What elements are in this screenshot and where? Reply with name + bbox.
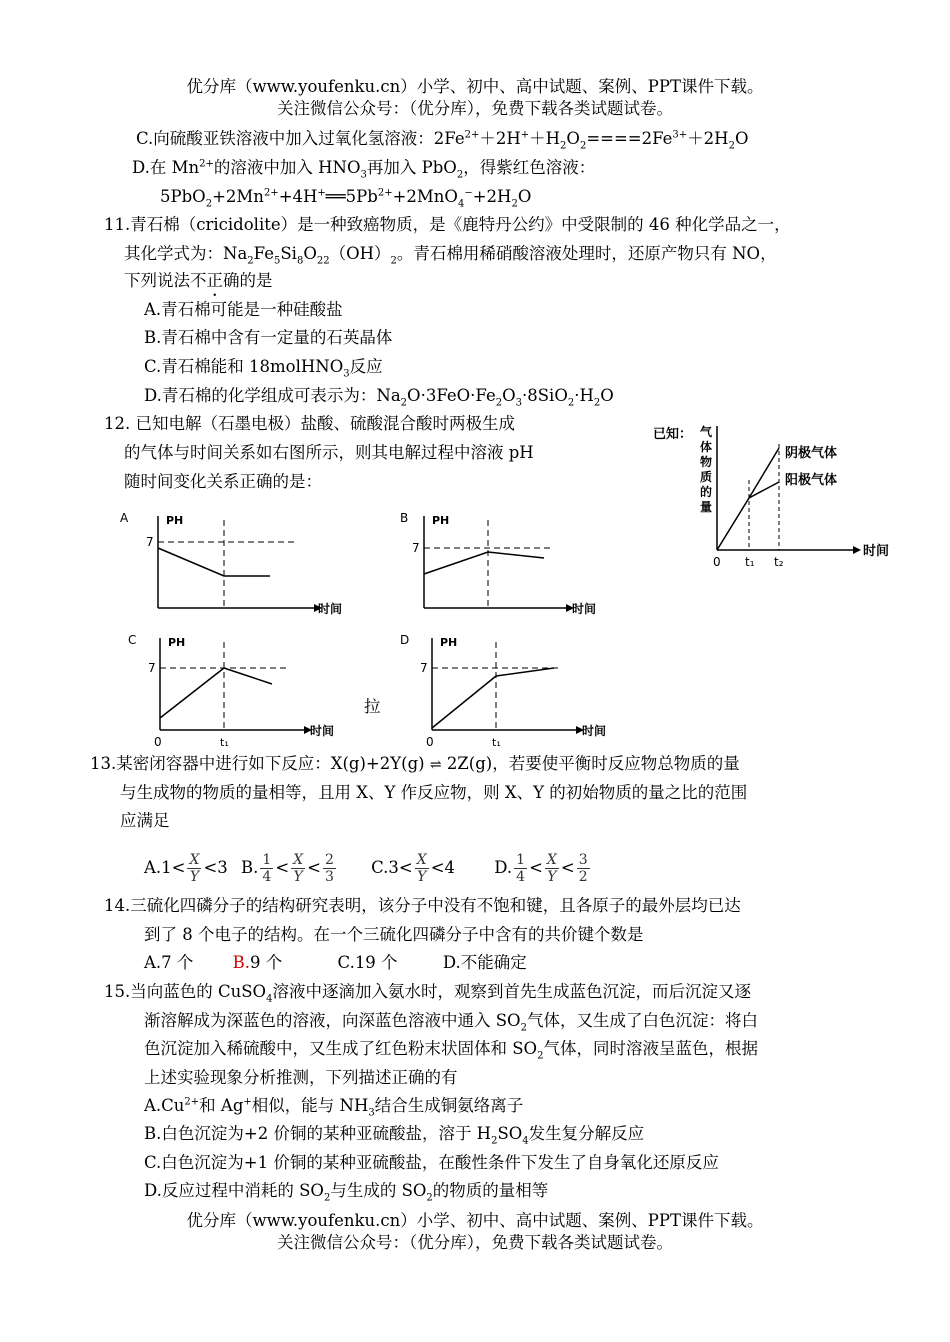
q15-option-a: $A.Cu^{2+}$和 Ag+相似，能与 $NH_3$结合生成铜氨络离子 xyxy=(144,1096,524,1119)
q13-options xyxy=(144,852,592,885)
chart-y7-label: 7 xyxy=(412,541,420,555)
chart-ph-curve xyxy=(158,548,270,576)
ph-chart-a xyxy=(118,508,348,616)
svg-text:量: 量 xyxy=(700,500,713,514)
known-gas-chart xyxy=(645,420,905,570)
chart-ph-curve xyxy=(160,668,272,718)
cathode-gas-line xyxy=(717,448,779,550)
stray-character: 拉 xyxy=(364,697,381,716)
q10-option-d: D.在 $Mn^{2+}$的溶液中加入 $HNO_3$再加入 PbO$_2$，得紫红色溶液： xyxy=(132,158,596,181)
q14-options xyxy=(144,952,527,974)
footer-line-1: 优分库（www.youfenku.cn）小学、初中、高中试题、案例、PPT课件下载。 xyxy=(186,1211,764,1230)
known-label: 已知： xyxy=(653,427,693,442)
q13-option-a: A.1< $\frac{X}{Y}$ <3 xyxy=(144,852,228,885)
q14-line-1: 14.三硫化四磷分子的结构研究表明，该分子中没有不饱和键，且各原子的最外层均已达 xyxy=(104,896,741,915)
known-tick-t1: t₁ xyxy=(745,555,755,569)
chart-ylabel: PH xyxy=(166,514,184,527)
chart-xlabel: 时间 xyxy=(310,724,335,738)
legend-anode: 阳极气体 xyxy=(785,473,838,488)
chart-y7-label: 7 xyxy=(420,661,428,675)
q10-option-d-equation: $5PbO_2+2Mn^{2+}+4H^+══5Pb^{2+}+2MnO_4^-+2H_2O$ xyxy=(160,187,532,210)
q14-option-d: D.不能确定 xyxy=(442,953,527,972)
chart-y7-label: 7 xyxy=(146,535,154,549)
known-tick-t2: t₂ xyxy=(774,555,784,569)
q14-option-b: B.9 个 xyxy=(232,953,283,972)
x-arrow-icon xyxy=(853,546,861,554)
chart-xlabel: 时间 xyxy=(318,602,343,616)
header-line-2: 关注微信公众号：（优分库），免费下载各类试题试卷。 xyxy=(277,99,673,118)
chart-tag: B xyxy=(400,511,409,525)
svg-text:气: 气 xyxy=(700,425,713,439)
q12-line-2: 的气体与时间关系如右图所示，则其电解过程中溶液 pH xyxy=(124,443,534,462)
q11-line-1: 11.青石棉（cricidolite）是一种致癌物质，是《鹿特丹公约》中受限制的 46 种化学品之一， xyxy=(104,215,791,234)
chart-xlabel: 时间 xyxy=(572,602,597,616)
chart-ph-curve xyxy=(424,552,544,574)
q14-option-c: C.19 个 xyxy=(337,953,398,972)
footer-line-2: 关注微信公众号：（优分库），免费下载各类试题试卷。 xyxy=(277,1233,673,1252)
q13-option-c: C.3< $\frac{X}{Y}$ <4 xyxy=(371,852,456,885)
q13-line-2: 与生成物的物质的量相等，且用 X、Y 作反应物，则 X、Y 的初始物质的量之比的范围 xyxy=(120,783,748,802)
chart-tick-t1: t₁ xyxy=(492,736,501,749)
known-xlabel: 时间 xyxy=(863,544,890,559)
chart-origin: 0 xyxy=(154,735,162,749)
q11-line-2: 其化学式为：$Na_2Fe_5Si_8O_{22}(OH)_2$。青石棉用稀硝酸溶液处理时，还原产物只有 NO， xyxy=(124,244,777,267)
chart-origin: 0 xyxy=(426,735,434,749)
q13-line-3: 应满足 xyxy=(120,811,170,830)
q15-line-1: 15.当向蓝色的 CuSO$_4$溶液中逐滴加入氨水时，观察到首先生成蓝色沉淀，而后沉淀又逐 xyxy=(104,982,751,1005)
q15-option-d: D.反应过程中消耗的 $SO_2$与生成的 $SO_2$的物质的量相等 xyxy=(144,1181,549,1204)
chart-tag: A xyxy=(120,511,129,525)
q11-line-3: 下列说法不正确的是 xyxy=(124,271,273,290)
q15-option-b: B.白色沉淀为+2 价铜的某种亚硫酸盐，溶于 $H_2SO_4$发生复分解反应 xyxy=(144,1124,645,1147)
chart-tag: C xyxy=(128,633,137,647)
chart-y7-label: 7 xyxy=(148,661,156,675)
chart-xlabel: 时间 xyxy=(582,724,607,738)
equilibrium-arrow-icon: ⇌ xyxy=(429,757,442,773)
q11-option-b: B.青石棉中含有一定量的石英晶体 xyxy=(144,328,393,347)
svg-text:物: 物 xyxy=(700,455,713,469)
q14-option-a: A.7 个 xyxy=(144,953,194,972)
ph-chart-c xyxy=(126,630,356,748)
q15-option-c: C.白色沉淀为+1 价铜的某种亚硫酸盐，在酸性条件下发生了自身氧化还原反应 xyxy=(144,1153,719,1172)
ph-chart-b xyxy=(398,508,628,616)
known-origin: 0 xyxy=(713,555,721,569)
chart-ylabel: PH xyxy=(432,514,450,527)
q11-option-d: D.青石棉的化学组成可表示为：$Na_2O\cdot 3FeO\cdot Fe_2O_3\cdot 8SiO_2\cdot H_2O$ xyxy=(144,386,614,409)
chart-tag: D xyxy=(400,633,410,647)
chart-tick-t1: t₁ xyxy=(220,736,229,749)
q15-line-3: 色沉淀加入稀硫酸中，又生成了红色粉末状固体和 $SO_2$气体，同时溶液呈蓝色，根据 xyxy=(144,1039,758,1062)
svg-text:质: 质 xyxy=(700,470,713,484)
q12-line-3: 随时间变化关系正确的是： xyxy=(124,472,322,491)
q12-line-1: 12. 已知电解（石墨电极）盐酸、硫酸混合酸时两极生成 xyxy=(104,414,515,433)
chart-ylabel: PH xyxy=(440,636,458,649)
q13-option-d: D. $\frac{1}{4}$ < $\frac{X}{Y}$ < $\frac{3}{2}$ xyxy=(494,852,588,885)
header-line-1: 优分库（www.youfenku.cn）小学、初中、高中试题、案例、PPT课件下载。 xyxy=(186,77,764,96)
q15-line-4: 上述实验现象分析推测，下列描述正确的有 xyxy=(144,1068,458,1087)
chart-ph-curve xyxy=(432,668,554,728)
q10-option-c: C.向硫酸亚铁溶液中加入过氧化氢溶液：$2Fe^{2+}+2H^++H_2O_2====2Fe^{3+}+2H_2O$ xyxy=(136,129,749,152)
emphasis-dotted-text: 不正确 xyxy=(190,271,240,290)
svg-text:的: 的 xyxy=(700,485,713,499)
q11-option-c: C.青石棉能和 18molHNO$_3$反应 xyxy=(144,357,383,380)
q13-line-1: 13.某密闭容器中进行如下反应：X(g)+2Y(g) ⇌ 2Z(g)，若要使平衡时反应物总物质的量 xyxy=(90,754,740,773)
svg-text:体: 体 xyxy=(700,440,713,454)
known-ylabel xyxy=(700,424,713,514)
q13-option-b: B. $\frac{1}{4}$ < $\frac{X}{Y}$ < $\frac{2}{3}$ xyxy=(241,852,334,885)
q15-line-2: 渐溶解成为深蓝色的溶液，向深蓝色溶液中通入 $SO_2$气体，又生成了白色沉淀：将白 xyxy=(144,1011,758,1034)
q14-line-2: 到了 8 个电子的结构。在一个三硫化四磷分子中含有的共价键个数是 xyxy=(144,925,644,944)
legend-cathode: 阴极气体 xyxy=(785,446,838,461)
q11-option-a: A.青石棉可能是一种硅酸盐 xyxy=(144,300,343,319)
ph-chart-d xyxy=(398,630,628,748)
chart-ylabel: PH xyxy=(168,636,186,649)
